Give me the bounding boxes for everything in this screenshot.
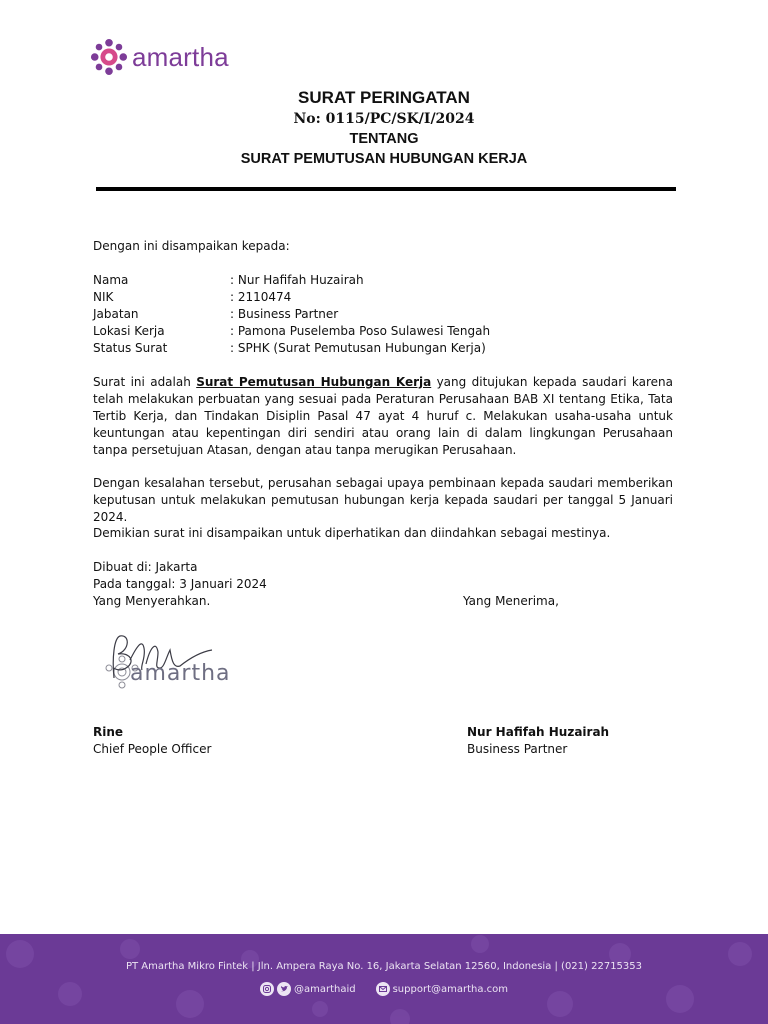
paragraph-1 <box>93 374 673 459</box>
recipient-name: Nur Hafifah Huzairah <box>467 725 610 739</box>
field-value: : SPHK (Surat Pemutusan Hubungan Kerja) <box>230 341 486 355</box>
footer-social-handle[interactable]: @amarthaid <box>293 983 356 995</box>
field-label: Lokasi Kerja <box>93 324 165 338</box>
letter-title: SURAT PERINGATAN <box>298 88 470 107</box>
letter-subject: SURAT PEMUTUSAN HUBUNGAN KERJA <box>240 151 528 167</box>
letter-subject-about: TENTANG <box>349 131 419 147</box>
stamp-wordmark: amartha <box>130 661 231 686</box>
field-value: : Business Partner <box>230 307 339 321</box>
recipient-label: Yang Menerima, <box>463 594 559 608</box>
paragraph-2: Dengan kesalahan tersebut, perusahan sebagai upaya pembinaan kepada saudari memberikan keputusan untuk melakukan pemutusan hubungan kerja kepada saudari per tanggal 5 Januari 2024. <box>93 476 673 524</box>
footer-pattern <box>0 934 768 1024</box>
mail-icon <box>376 982 390 996</box>
field-row <box>93 289 490 306</box>
paragraph-1-emphasis: Surat Pemutusan Hubungan Kerja <box>196 375 432 389</box>
company-logo <box>90 37 229 77</box>
footer-address: PT Amartha Mikro Fintek | Jln. Ampera Raya No. 16, Jakarta Selatan 12560, Indonesia | (021) 22715353 <box>125 961 643 972</box>
footer-email-link[interactable]: support@amartha.com <box>392 983 509 995</box>
twitter-icon[interactable] <box>277 982 291 996</box>
letter-footer <box>0 934 768 1024</box>
sender-name: Rine <box>93 725 124 739</box>
brand-wordmark: amartha <box>132 41 229 72</box>
sender-label: Yang Menyerahkan. <box>93 594 211 608</box>
field-label: Nama <box>93 273 129 287</box>
closing-date: Pada tanggal: 3 Januari 2024 <box>93 577 267 591</box>
field-row <box>93 272 490 289</box>
recipient-details <box>93 272 490 357</box>
recipient-title: Business Partner <box>467 742 568 756</box>
field-row <box>93 306 490 323</box>
field-row <box>93 340 490 357</box>
closing-place: Dibuat di: Jakarta <box>93 560 198 574</box>
field-value: : Pamona Puselemba Poso Sulawesi Tengah <box>230 324 491 338</box>
field-row <box>93 323 490 340</box>
letter-heading <box>0 87 768 169</box>
instagram-icon[interactable] <box>260 982 274 996</box>
intro-text: Dengan ini disampaikan kepada: <box>93 239 290 253</box>
paragraph-1-lead: Surat ini adalah <box>93 375 197 389</box>
paragraph-1-rest: yang ditujukan kepada saudari karena telah melakukan perbuatan yang sesuai pada Peraturan Perusahaan BAB XI tentang Etika, Tata Tertib Kerja, dan Tindakan Disiplin Pasal 47 ayat 4 huruf c. Melakukan usaha-usaha untuk keuntungan atau kepentingan diri sendiri atau orang lain di dalam lingkungan Perusahaan tanpa persetujuan Atasan, dengan atau tanpa merugikan Perusahaan. <box>93 375 673 457</box>
amartha-flower-icon <box>90 38 128 76</box>
field-label: Jabatan <box>93 307 139 321</box>
field-value: : Nur Hafifah Huzairah <box>230 273 364 287</box>
field-value: : 2110474 <box>230 290 292 304</box>
signature-stamp <box>100 628 265 708</box>
heading-divider <box>96 187 676 191</box>
field-label: Status Surat <box>93 341 168 355</box>
footer-contacts <box>0 982 768 996</box>
sender-title: Chief People Officer <box>93 742 212 756</box>
letter-number: No: 0115/PC/SK/I/2024 <box>293 111 475 127</box>
field-label: NIK <box>93 290 114 304</box>
signature-icon <box>100 628 265 708</box>
paragraph-3: Demikian surat ini disampaikan untuk diperhatikan dan diindahkan sebagai mestinya. <box>93 526 611 540</box>
